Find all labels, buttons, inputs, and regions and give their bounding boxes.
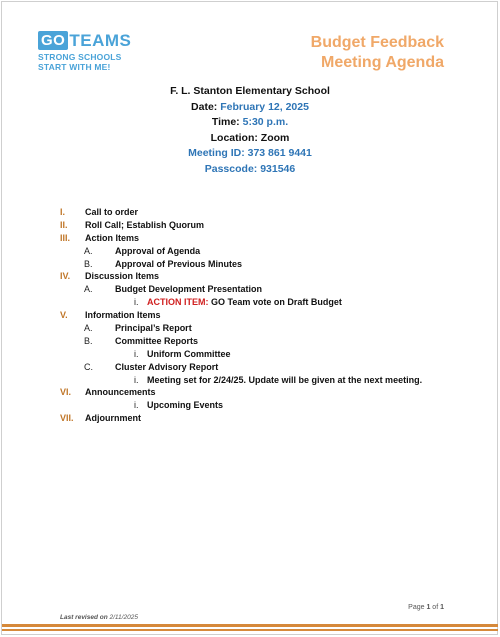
agenda-item-number: i. [134, 297, 139, 308]
agenda-item [60, 283, 460, 296]
page-current: 1 [426, 604, 431, 611]
time-value: 5:30 p.m. [242, 116, 289, 128]
title-line-1: Budget Feedback [310, 34, 444, 51]
agenda-item-text: Announcements [85, 387, 156, 398]
footer-rule-bottom [2, 629, 498, 631]
agenda-item [60, 322, 460, 335]
agenda-item-number: B. [84, 258, 93, 269]
page-total: 1 [440, 604, 444, 611]
date-value: February 12, 2025 [220, 100, 309, 113]
logo-tagline-1: STRONG SCHOOLS [38, 52, 122, 62]
agenda-item [60, 309, 460, 322]
action-item-label: ACTION ITEM: [147, 297, 209, 308]
agenda-item-text: Principal’s Report [115, 323, 192, 334]
revised-date: 2/11/2025 [109, 614, 138, 621]
agenda-item [60, 206, 460, 219]
logo-tagline-2: START WITH ME! [38, 62, 111, 72]
page-prefix: Page [408, 604, 427, 611]
date-label: Date: [191, 100, 218, 113]
agenda-item-text: Action Items [85, 232, 140, 243]
agenda-item-number: A. [84, 245, 93, 256]
agenda-item [60, 374, 460, 387]
agenda-item-text [147, 296, 342, 309]
agenda-item-number: A. [84, 284, 93, 295]
agenda-item-number: i. [134, 400, 139, 411]
agenda-item [60, 412, 460, 425]
agenda-item [60, 258, 460, 271]
meeting-location: Location: Zoom [210, 131, 290, 144]
agenda-item-number: VII. [60, 413, 74, 424]
agenda-item-text: Cluster Advisory Report [115, 361, 219, 372]
agenda-item-text: Approval of Previous Minutes [115, 258, 243, 269]
agenda-item-text: Budget Development Presentation [115, 284, 263, 295]
meeting-id: Meeting ID: 373 861 9441 [188, 147, 312, 159]
logo-wordmark [38, 30, 138, 50]
agenda-item-text: Roll Call; Establish Quorum [85, 219, 205, 230]
agenda-item-text: Adjournment [85, 413, 141, 424]
document-title [311, 33, 444, 73]
go-teams-logo [38, 30, 138, 72]
agenda-item [60, 399, 460, 412]
agenda-item-number: IV. [60, 271, 71, 282]
agenda-item-number: II. [60, 219, 68, 230]
agenda-item-number: i. [134, 374, 139, 385]
logo-go: GO [38, 31, 68, 50]
time-label: Time: [211, 116, 240, 128]
agenda-item-text: Upcoming Events [147, 400, 224, 411]
revised-label: Last revised on [60, 614, 108, 621]
agenda-item-text: Meeting set for 2/24/25. Update will be given at the next meeting. [147, 374, 423, 385]
agenda-item-number: A. [84, 323, 93, 334]
last-revised [60, 614, 138, 621]
meeting-details [0, 84, 500, 177]
meeting-passcode: Passcode: 931546 [204, 162, 296, 175]
agenda-item [60, 361, 460, 374]
agenda-list [60, 206, 460, 425]
agenda-item [60, 386, 460, 399]
meeting-time [0, 115, 500, 131]
agenda-item [60, 296, 460, 309]
agenda-item [60, 335, 460, 348]
agenda-item-number: I. [60, 207, 66, 217]
agenda-item-text: Call to order [85, 207, 139, 217]
action-item-text: GO Team vote on Draft Budget [208, 297, 342, 308]
agenda-item-text: Information Items [85, 310, 161, 321]
agenda-item-text: Committee Reports [115, 335, 199, 346]
page-of: of [430, 604, 441, 611]
agenda-item [60, 348, 460, 361]
agenda-item-text: Approval of Agenda [115, 245, 201, 256]
agenda-item [60, 245, 460, 258]
page-number [408, 604, 444, 611]
agenda-item-number: VI. [60, 387, 72, 398]
agenda-item [60, 219, 460, 232]
agenda-item-number: i. [134, 348, 139, 359]
school-name: F. L. Stanton Elementary School [170, 85, 330, 97]
agenda-item-number: V. [60, 310, 68, 321]
agenda-item-text: Discussion Items [85, 271, 160, 282]
meeting-date [0, 100, 500, 116]
footer-rule-top [2, 624, 498, 627]
title-line-2: Meeting Agenda [321, 54, 444, 71]
agenda-item-number: III. [60, 232, 71, 243]
agenda-item [60, 232, 460, 245]
agenda-item-number: B. [84, 335, 93, 346]
logo-teams: TEAMS [69, 30, 132, 50]
agenda-item [60, 270, 460, 283]
agenda-item-text: Uniform Committee [147, 348, 231, 359]
agenda-item-number: C. [84, 361, 93, 372]
